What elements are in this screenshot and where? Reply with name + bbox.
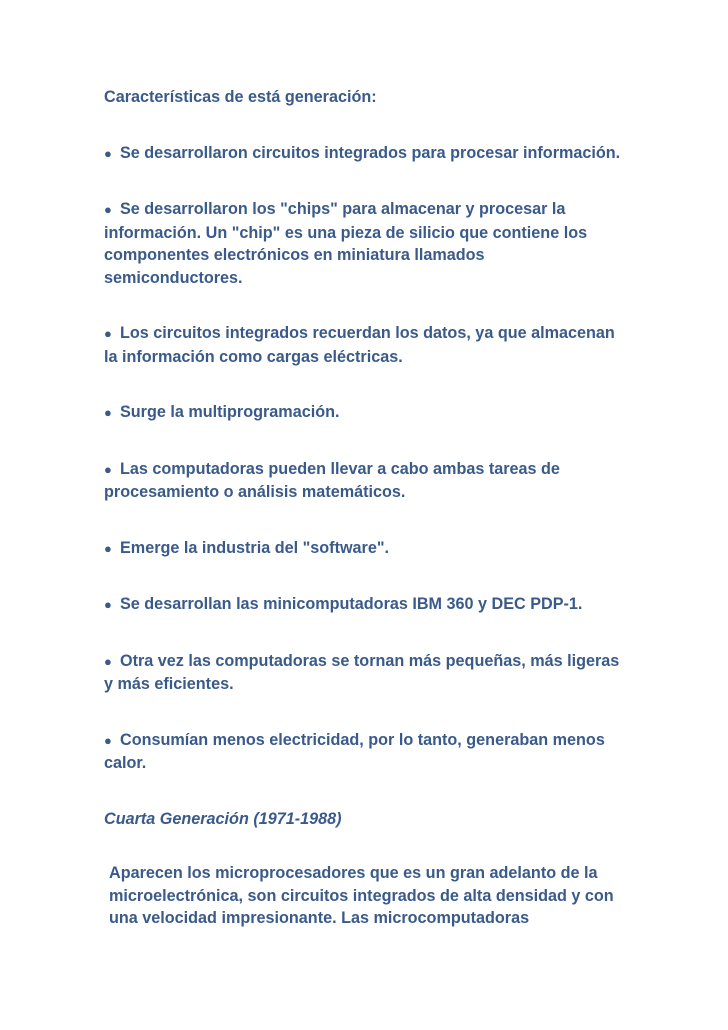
list-item-text: Emerge la industria del "software". [120, 538, 390, 557]
list-item [104, 322, 624, 368]
section-title: Cuarta Generación (1971-1988) [104, 809, 342, 828]
list-item [104, 593, 624, 617]
body-paragraph: Aparecen los microprocesadores que es un gran adelanto de la microelectrónica, son circuitos integrados de alta densidad y con una velocidad impresionante. Las microcomputadoras [109, 864, 614, 927]
section-heading: Características de está generación: [104, 88, 377, 106]
list-item [104, 401, 624, 425]
list-item-text: Los circuitos integrados recuerdan los datos, ya que almacenan la información como cargas eléctricas. [104, 324, 615, 366]
list-item-text: Surge la multiprogramación. [120, 403, 340, 421]
list-item-text: Otra vez las computadoras se tornan más pequeñas, más ligeras y más eficientes. [104, 651, 620, 693]
bullet-icon: ● [104, 326, 112, 341]
list-item [104, 650, 624, 696]
list-item-text: Se desarrollan las minicomputadoras IBM 360 y DEC PDP-1. [120, 595, 583, 613]
bullet-icon: ● [104, 145, 112, 161]
list-item [104, 142, 624, 166]
list-item-text: Las computadoras pueden llevar a cabo ambas tareas de procesamiento o análisis matemáticos. [104, 459, 560, 501]
bullet-icon: ● [104, 732, 112, 748]
bullet-icon: ● [104, 202, 112, 217]
list-item [104, 198, 624, 289]
bullet-icon: ● [104, 461, 112, 477]
list-item-text: Consumían menos electricidad, por lo tanto, generaban menos calor. [104, 730, 605, 772]
list-item [104, 537, 624, 561]
bullet-icon: ● [104, 653, 112, 669]
list-item-text: Se desarrollaron circuitos integrados para procesar información. [120, 143, 621, 162]
bullet-list [104, 142, 624, 775]
bullet-icon: ● [104, 540, 112, 556]
bullet-icon: ● [104, 597, 112, 612]
list-item-text: Se desarrollaron los "chips" para almacenar y procesar la información. Un "chip" es una pieza de silicio que contiene los componentes electrónicos en miniatura llamados semiconductores. [104, 200, 588, 287]
bullet-icon: ● [104, 405, 112, 420]
document-page [104, 86, 624, 930]
list-item [104, 729, 624, 775]
list-item [104, 458, 624, 504]
